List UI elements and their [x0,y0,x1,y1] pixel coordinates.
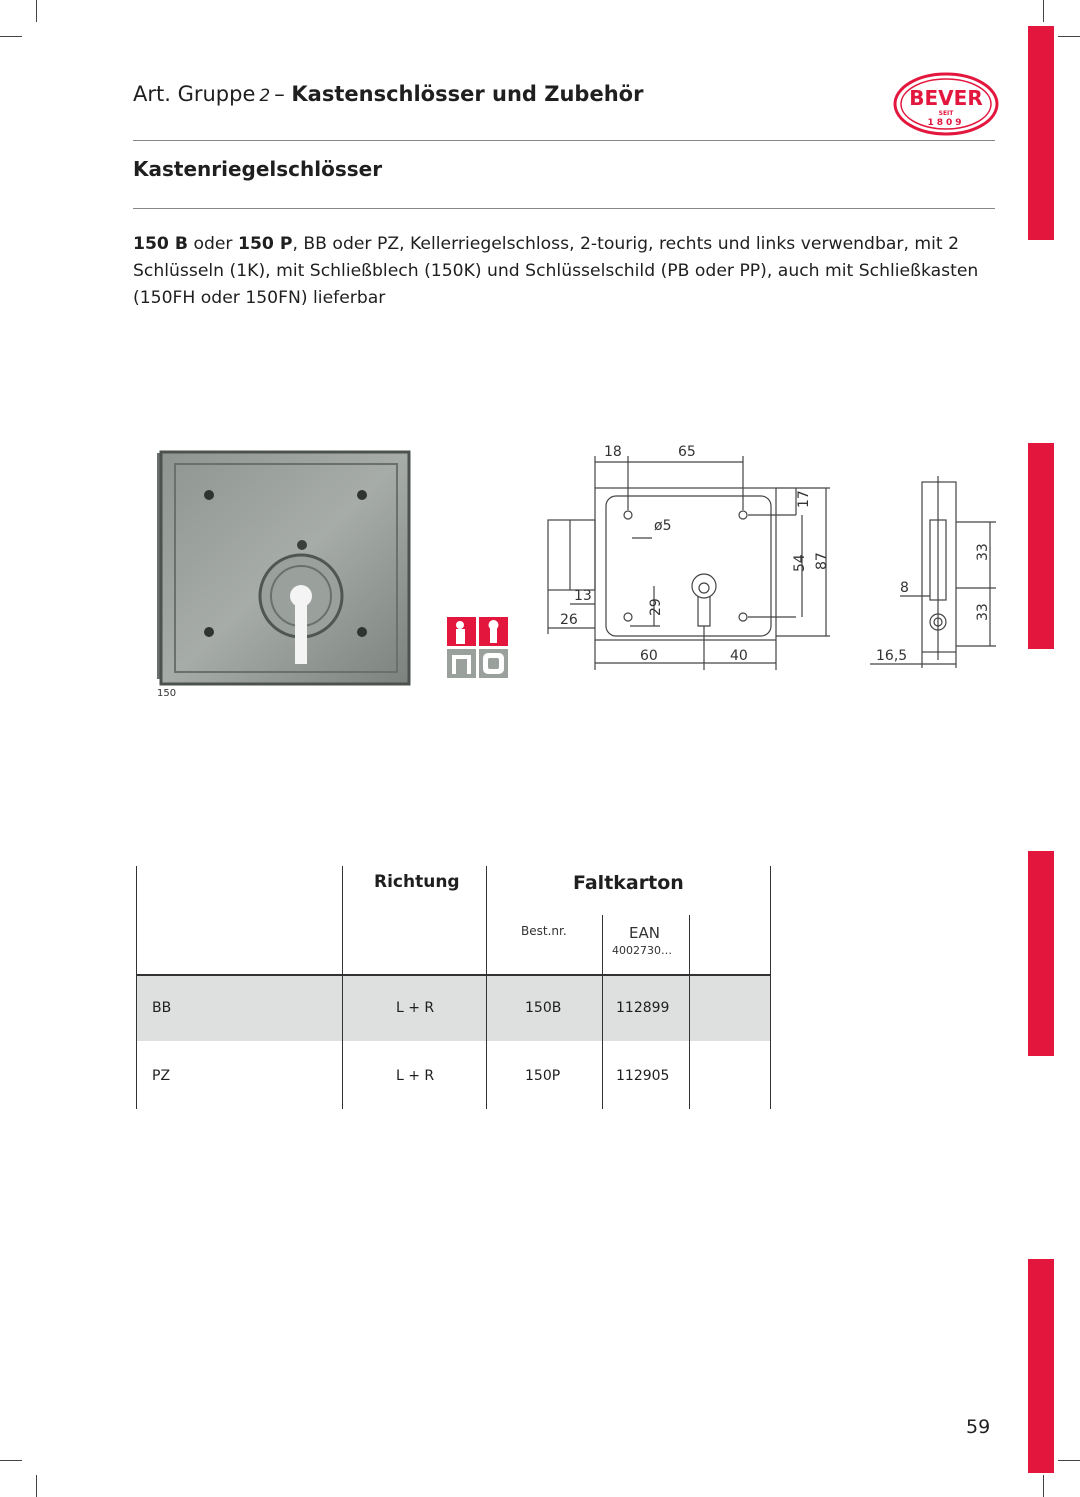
model-p: 150 P [237,234,293,254]
col-bestnr: Best.nr. [521,924,567,938]
row-2-type: PZ [152,1068,171,1084]
row-1-ean: 112899 [616,1000,670,1016]
dim-18: 18 [604,444,622,460]
crop-mark [1058,36,1080,37]
side-dim-33-top: 33 [975,543,991,561]
section-divider [133,208,995,209]
dim-17: 17 [796,490,812,508]
group-title: Kastenschlösser und Zubehör [291,82,644,106]
box-icon [479,649,508,678]
group-prefix: Art. Gruppe [133,82,256,106]
table-row [137,975,770,1041]
lock-photo-icon [157,450,411,686]
side-dim-16-5: 16,5 [876,648,908,664]
crop-mark [0,36,22,37]
crop-mark [1058,1460,1080,1461]
logo-seit: SEIT [938,110,954,117]
front-view-drawing [540,438,840,673]
crop-mark [36,0,37,22]
door-left-icon [447,617,476,646]
table-border-right [770,866,771,1109]
usage-icons [447,617,509,679]
table-divider [602,915,603,1109]
table-divider [342,866,343,1109]
page-number: 59 [966,1416,991,1438]
dim-29: 29 [648,598,664,616]
side-tab [1028,851,1054,1056]
table-border-left [136,866,137,1109]
side-dim-33-bottom: 33 [975,603,991,621]
row-1-bestnr: 150B [525,1000,562,1016]
crop-mark [1043,0,1044,22]
model-b: 150 B [133,234,188,254]
row-2-richtung: L + R [396,1068,435,1084]
side-view-drawing [870,470,1000,670]
crop-mark [0,1460,22,1461]
description-text: , BB oder PZ, Kellerriegelschloss, 2-tourig, rechts und links verwendbar, mit 2 Schlüsseln (1K), mit Schließblech (150K) und Schlüsselschild (PB oder PP), auch mit Schließkasten (150FH oder 150FN) lieferbar [133,234,979,308]
dim-13: 13 [574,588,592,604]
dim-40: 40 [730,648,748,664]
col-richtung: Richtung [374,872,460,892]
table-divider [689,915,690,1109]
product-description [133,231,998,312]
side-tab [1028,26,1054,240]
group-heading [133,82,643,106]
col-ean: EAN [629,924,660,942]
dim-54: 54 [792,554,808,572]
side-tab [1028,443,1054,649]
col-ean-prefix: 4002730… [612,944,672,957]
cylinder-icon [479,617,508,646]
col-faltkarton: Faltkarton [573,872,684,894]
row-1-type: BB [152,1000,172,1016]
dim-26: 26 [560,612,578,628]
crop-mark [36,1475,37,1497]
group-dash: – [274,82,285,106]
group-number: 2 [259,86,271,106]
table-divider [486,866,487,1109]
row-1-richtung: L + R [396,1000,435,1016]
logo-brand: BEVER [909,86,983,110]
row-2-bestnr: 150P [525,1068,561,1084]
side-tab [1028,1259,1054,1473]
table-header-rule [136,974,771,976]
logo-year: 1809 [927,118,965,128]
description-oder: oder [193,234,233,254]
header-divider [133,140,995,141]
section-title: Kastenriegelschlösser [133,157,383,181]
dim-87: 87 [814,552,830,570]
dim-d5: ø5 [654,518,672,534]
row-2-ean: 112905 [616,1068,670,1084]
case-icon [447,649,476,678]
dim-65: 65 [678,444,696,460]
dim-60: 60 [640,648,658,664]
bever-logo [893,72,999,136]
photo-caption: 150 [157,688,177,699]
crop-mark [1043,1475,1044,1497]
side-dim-8: 8 [900,580,909,596]
